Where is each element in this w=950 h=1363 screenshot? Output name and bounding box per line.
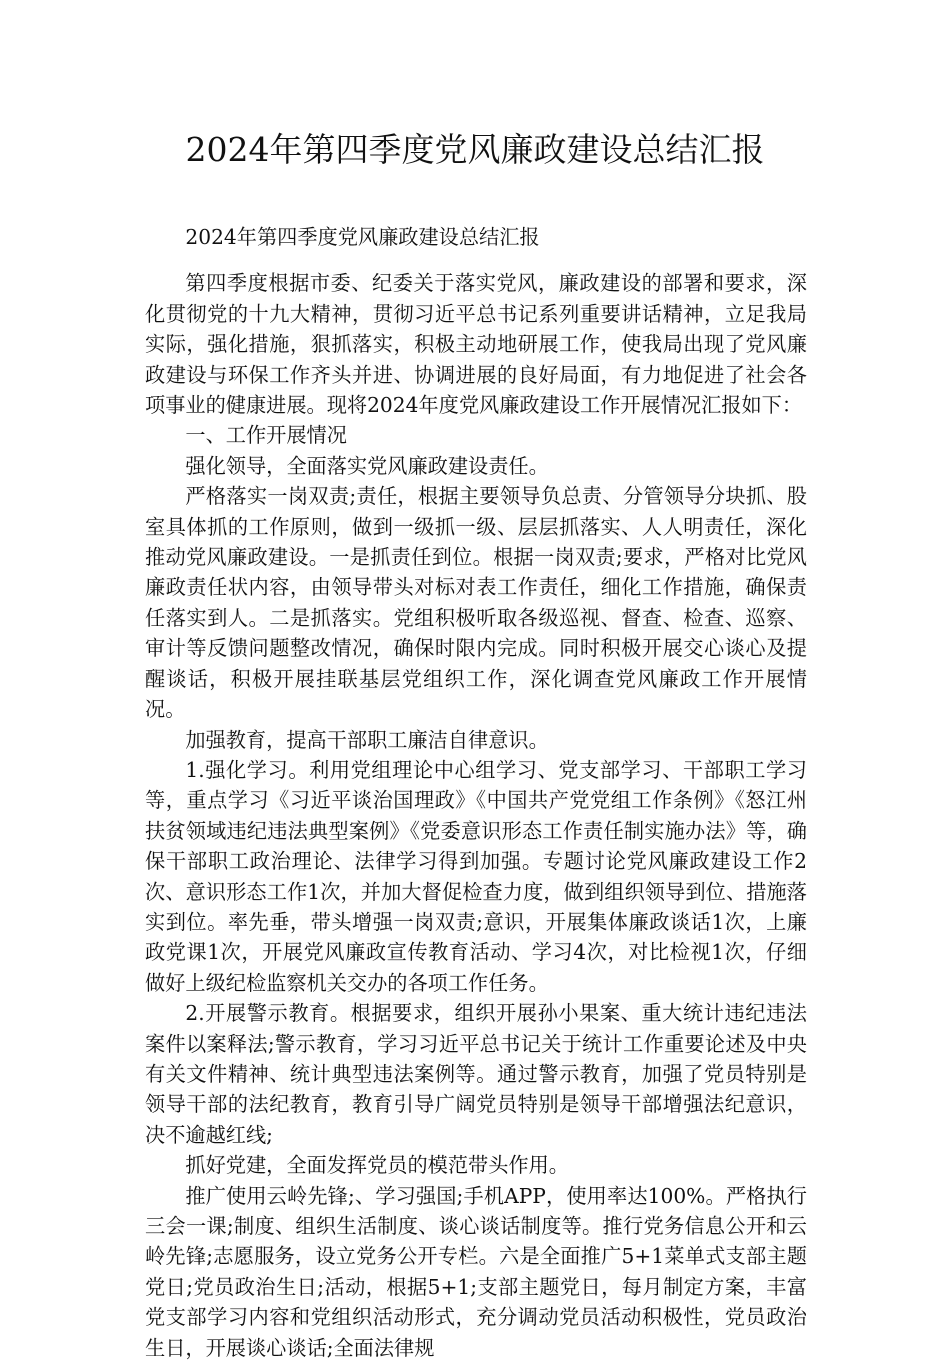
paragraph-intro: 第四季度根据市委、纪委关于落实党风，廉政建设的部署和要求，深化贯彻党的十九大精神，贯彻习近平总书记系列重要讲话精神，立足我局实际，强化措施，狠抓落实，积极主动地研展工作，使我局出现了党风廉政建设与环保工作齐头并进、协调进展的良好局面，有力地促进了社会各项事业的健康进展。现将2024年度党风廉政建设工作开展情况汇报如下： bbox=[145, 271, 807, 418]
document-title: 2024年第四季度党风廉政建设总结汇报 bbox=[185, 130, 765, 169]
section-heading-work-progress: 一、工作开展情况 bbox=[185, 423, 347, 448]
paragraph-party-building: 推广使用云岭先锋;、学习强国;手机APP，使用率达100%。严格执行三会一课;制度、组织生活制度、谈心谈话制度等。推行党务信息公开和云岭先锋;志愿服务，设立党务公开专栏。六是全面推广5+1菜单式支部主题党日;党员政治生日;活动，根据5+1;支部主题党日，每月制定方案，丰富党支部学习内容和党组织活动形式，充分调动党员活动积极性，党员政治生日，开展谈心谈话;全面法律规 bbox=[145, 1183, 807, 1360]
subheading-leadership: 强化领导，全面落实党风廉政建设责任。 bbox=[185, 453, 549, 478]
paragraph-responsibility: 严格落实一岗双责;责任，根据主要领导负总责、分管领导分块抓、股室具体抓的工作原则，做到一级抓一级、层层抓落实、人人明责任，深化推动党风廉政建设。一是抓责任到位。根据一岗双责;要求，严格对比党风廉政责任状内容，由领导带头对标对表工作责任，细化工作措施，确保责任落实到人。二是抓落实。党组积极听取各级巡视、督查、检查、巡察、审计等反馈问题整改情况，确保时限内完成。同时积极开展交心谈心及提醒谈话，积极开展挂联基层党组织工作，深化调查党风廉政工作开展情况。 bbox=[145, 484, 807, 722]
paragraph-study: 1.强化学习。利用党组理论中心组学习、党支部学习、干部职工学习等，重点学习《习近平谈治国理政》《中国共产党党组工作条例》《怒江州扶贫领域违纪违法典型案例》《党委意识形态工作责任制实施办法》等，确保干部职工政治理论、法律学习得到加强。专题讨论党风廉政建设工作2 次、意识形态工作1次，并加大督促检查力度，做到组织领导到位、措施落实到位。率先垂，带头增强一岗双责;意识，开展集体廉政谈话1次，上廉政党课1次，开展党风廉政宣传教育活动、学习4次，对比检视1次，仔细做好上级纪检监察机关交办的各项工作任务。 bbox=[145, 757, 807, 995]
subheading-education: 加强教育，提高干部职工廉洁自律意识。 bbox=[185, 727, 549, 752]
document-body bbox=[145, 222, 807, 1363]
document-subtitle: 2024年第四季度党风廉政建设总结汇报 bbox=[185, 225, 540, 249]
paragraph-warning-education: 2.开展警示教育。根据要求，组织开展孙小果案、重大统计违纪违法案件以案释法;警示教育，学习习近平总书记关于统计工作重要论述及中央有关文件精神、统计典型违法案例等。通过警示教育，加强了党员特别是领导干部的法纪教育，教育引导广阔党员特别是领导干部增强法纪意识，决不逾越红线; bbox=[145, 1001, 807, 1147]
subheading-party-building: 抓好党建，全面发挥党员的模范带头作用。 bbox=[185, 1153, 569, 1178]
